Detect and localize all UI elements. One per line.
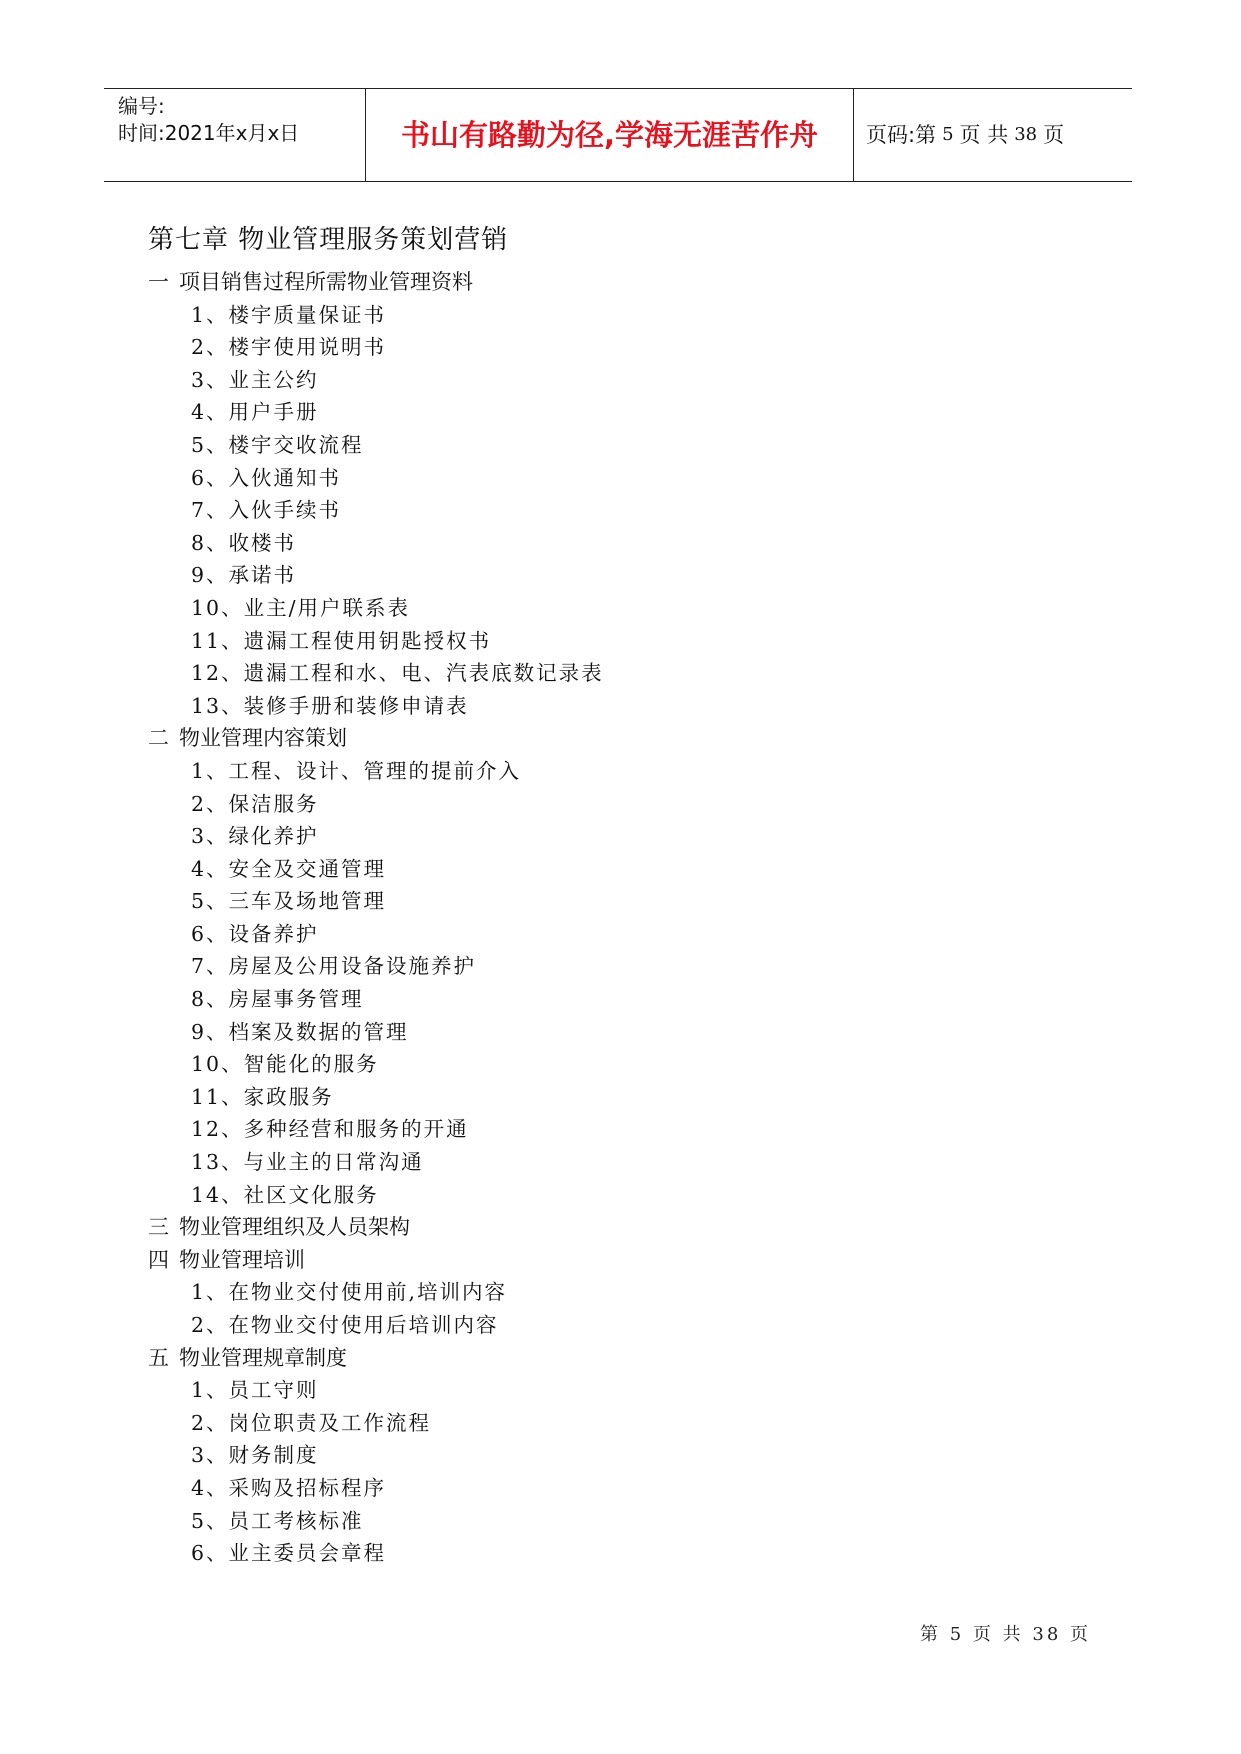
list-item: 1、工程、设计、管理的提前介入: [191, 758, 522, 783]
page-prefix: 页码:第: [866, 123, 937, 147]
section-heading: [148, 1211, 1048, 1244]
list-item: 10、业主/用户联系表: [191, 595, 410, 620]
list-item: 7、房屋及公用设备设施养护: [191, 954, 477, 979]
list-item: 4、安全及交通管理: [191, 856, 387, 881]
header-motto: 书山有路勤为径,学海无涯苦作舟: [366, 89, 854, 181]
list-item: 6、入伙通知书: [191, 465, 342, 490]
list-item: 5、员工考核标准: [191, 1508, 364, 1533]
list-item: 2、保洁服务: [191, 791, 319, 816]
section-heading: [148, 722, 1048, 755]
list-item: 5、楼宇交收流程: [191, 432, 364, 457]
page-header: [104, 88, 1132, 182]
list-item: 12、多种经营和服务的开通: [191, 1117, 469, 1142]
section-heading: [148, 1244, 1048, 1277]
list-item: 1、在物业交付使用前,培训内容: [191, 1280, 508, 1305]
number-label: 编号:: [118, 94, 165, 118]
section-title: 项目销售过程所需物业管理资料: [179, 270, 473, 294]
section-number: 五: [148, 1345, 169, 1370]
list-item: 10、智能化的服务: [191, 1052, 379, 1077]
list-item: 2、岗位职责及工作流程: [191, 1410, 432, 1435]
list-item: 11、遗漏工程使用钥匙授权书: [191, 628, 492, 653]
page-suffix: 页: [1043, 123, 1065, 147]
list-item: 13、装修手册和装修申请表: [191, 693, 469, 718]
page-footer: 第 5 页 共 38 页: [920, 1624, 1091, 1645]
section-heading: [148, 266, 1048, 299]
section-heading: [148, 1342, 1048, 1375]
list-item: 8、房屋事务管理: [191, 987, 364, 1012]
section-number: 三: [148, 1215, 169, 1240]
header-meta: [104, 89, 366, 181]
list-item: 7、入伙手续书: [191, 498, 342, 523]
section-title: 物业管理培训: [179, 1247, 305, 1272]
list-item: 3、财务制度: [191, 1443, 319, 1468]
list-item: 14、社区文化服务: [191, 1182, 379, 1207]
list-item: 1、楼宇质量保证书: [191, 302, 387, 327]
list-item: 5、三车及场地管理: [191, 889, 387, 914]
list-item: 3、绿化养护: [191, 824, 319, 849]
list-item: 9、承诺书: [191, 563, 297, 588]
chapter-title: 第七章 物业管理服务策划营销: [148, 225, 509, 255]
list-item: 2、在物业交付使用后培训内容: [191, 1313, 499, 1337]
list-item: 6、设备养护: [191, 921, 319, 946]
chapter-outline: [148, 266, 1048, 1570]
document-body: [148, 222, 1048, 1570]
page-number: 5: [942, 123, 954, 145]
section-title: 物业管理组织及人员架构: [179, 1215, 410, 1240]
list-item: 8、收楼书: [191, 530, 297, 555]
header-page-info: [854, 89, 1132, 181]
section-number: 四: [148, 1247, 169, 1272]
list-item: 11、家政服务: [191, 1084, 334, 1109]
page-total: 38: [1014, 123, 1038, 145]
list-item: 4、采购及招标程序: [191, 1475, 387, 1500]
list-item: 13、与业主的日常沟通: [191, 1150, 424, 1175]
list-item: 2、楼宇使用说明书: [191, 335, 387, 360]
list-item: 6、业主委员会章程: [191, 1541, 387, 1566]
page-mid: 页 共: [959, 123, 1009, 147]
list-item: 3、业主公约: [191, 367, 319, 392]
section-number: 二: [148, 726, 169, 751]
section-number: 一: [148, 270, 169, 294]
list-item: 1、员工守则: [191, 1378, 319, 1403]
list-item: 12、遗漏工程和水、电、汽表底数记录表: [191, 661, 604, 686]
section-title: 物业管理内容策划: [179, 726, 347, 751]
list-item: 4、用户手册: [191, 400, 319, 425]
section-title: 物业管理规章制度: [179, 1345, 347, 1370]
time-label: 时间:2021年x月x日: [118, 121, 300, 145]
list-item: 9、档案及数据的管理: [191, 1019, 409, 1044]
